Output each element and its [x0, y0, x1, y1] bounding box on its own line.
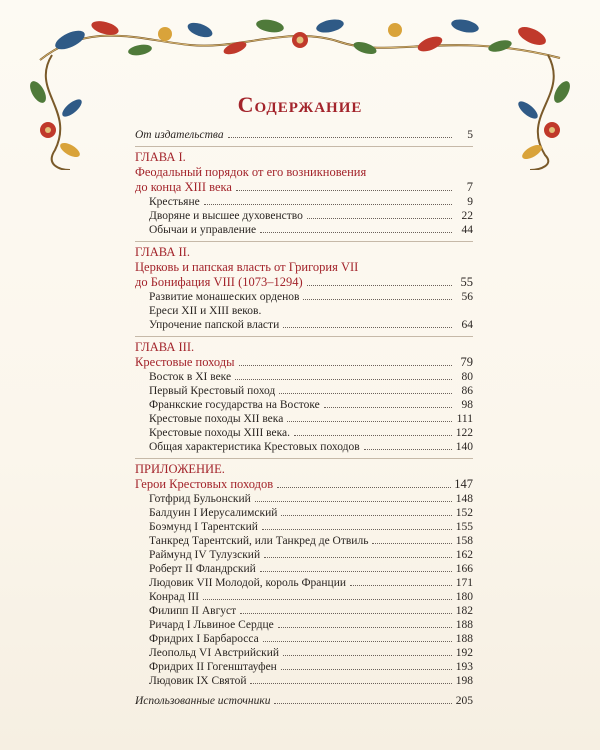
toc-page-number: 155: [455, 521, 473, 533]
dot-leader: [240, 613, 452, 614]
toc-entry-label: Упрочение папской власти: [149, 319, 280, 331]
chapter-title-row[interactable]: [135, 275, 473, 290]
toc-entry-label: Людовик VII Молодой, король Франции: [149, 577, 347, 589]
toc-entry-label: Фридрих I Барбаросса: [149, 633, 259, 645]
dot-leader: [281, 515, 452, 516]
chapter-title-line: Церковь и папская власть от Григория VII: [135, 260, 359, 274]
toc-page-number: 166: [455, 563, 473, 575]
toc-page-number: 86: [461, 385, 473, 397]
toc-page-number: 147: [454, 477, 473, 491]
chapter-label: ГЛАВА III.: [135, 340, 195, 354]
dot-leader: [283, 327, 452, 328]
toc-entry[interactable]: [149, 304, 473, 318]
toc-page-number: 162: [455, 549, 473, 561]
chapter-label: ПРИЛОЖЕНИЕ.: [135, 462, 225, 476]
toc-entry[interactable]: [149, 576, 473, 590]
chapter-title-row[interactable]: [135, 477, 473, 492]
toc-entry-label: От издательства: [135, 129, 224, 141]
toc-page-number: 9: [467, 196, 473, 208]
toc-entry[interactable]: [149, 223, 473, 237]
toc-page-number: 64: [461, 319, 473, 331]
dot-leader: [287, 421, 452, 422]
toc-page-number: 188: [455, 619, 473, 631]
chapter-title-line: до Бонифация VIII (1073–1294): [135, 275, 303, 289]
toc-entry-label: Развитие монашеских орденов: [149, 291, 300, 303]
toc-page-number: 205: [455, 695, 473, 707]
toc-entry-label: Танкред Тарентский, или Танкред де Отвиль: [149, 535, 369, 547]
chapter-2: [135, 241, 473, 332]
toc-page-number: 182: [455, 605, 473, 617]
dot-leader: [235, 379, 452, 380]
toc-page-number: 188: [455, 633, 473, 645]
dot-leader: [350, 585, 452, 586]
dot-leader: [277, 487, 451, 488]
dot-leader: [260, 232, 452, 233]
toc-entry-label: Раймунд IV Тулузский: [149, 549, 261, 561]
toc-entry[interactable]: [149, 660, 473, 674]
table-of-contents: [135, 128, 473, 708]
toc-entry-label: Восток в XI веке: [149, 371, 232, 383]
toc-page-number: 56: [461, 291, 473, 303]
dot-leader: [274, 703, 452, 704]
chapter-title-line: до конца XIII века: [135, 180, 232, 194]
toc-entry[interactable]: [149, 290, 473, 304]
chapter-title-line: Герои Крестовых походов: [135, 477, 274, 491]
toc-page-number: 180: [455, 591, 473, 603]
dot-leader: [250, 683, 452, 684]
toc-page-number: 140: [455, 441, 473, 453]
dot-leader: [307, 285, 452, 286]
toc-entry-label: Фридрих II Гогенштауфен: [149, 661, 277, 673]
toc-entry[interactable]: [149, 506, 473, 520]
dot-leader: [263, 641, 452, 642]
toc-entry-label: Общая характеристика Крестовых походов: [149, 441, 360, 453]
toc-entry[interactable]: [149, 209, 473, 223]
dot-leader: [239, 365, 452, 366]
toc-page-number: 5: [467, 129, 473, 141]
toc-entry-publisher[interactable]: [135, 128, 473, 142]
chapter-title-row[interactable]: [135, 180, 473, 195]
dot-leader: [278, 627, 452, 628]
dot-leader: [264, 557, 452, 558]
dot-leader: [279, 393, 452, 394]
toc-entry-label: Крестьяне: [149, 196, 200, 208]
toc-entry[interactable]: [149, 604, 473, 618]
toc-entry[interactable]: [149, 492, 473, 506]
toc-entry[interactable]: [149, 632, 473, 646]
dot-leader: [364, 449, 452, 450]
toc-page-number: 98: [461, 399, 473, 411]
chapter-1: [135, 146, 473, 237]
toc-entry-sources[interactable]: [135, 694, 473, 708]
toc-entry-label: Франкские государства на Востоке: [149, 399, 320, 411]
dot-leader: [372, 543, 452, 544]
appendix: [135, 458, 473, 688]
chapter-label: ГЛАВА II.: [135, 245, 190, 259]
dot-leader: [294, 435, 452, 436]
toc-entry-label: Крестовые походы XII века: [149, 413, 284, 425]
toc-page-number: 44: [461, 224, 473, 236]
toc-entry[interactable]: [149, 426, 473, 440]
chapter-3: [135, 336, 473, 454]
toc-entry-label: Использованные источники: [135, 695, 271, 707]
dot-leader: [236, 190, 452, 191]
toc-entry[interactable]: [149, 534, 473, 548]
toc-entry[interactable]: [149, 195, 473, 209]
toc-entry-label: Балдуин I Иерусалимский: [149, 507, 278, 519]
toc-page-number: 55: [460, 275, 473, 289]
dot-leader: [307, 218, 452, 219]
toc-page-number: 148: [455, 493, 473, 505]
toc-entry[interactable]: [149, 370, 473, 384]
toc-entry-label: Людовик IX Святой: [149, 675, 247, 687]
chapter-title-line: Крестовые походы: [135, 355, 235, 369]
toc-page-number: 80: [461, 371, 473, 383]
dot-leader: [281, 669, 452, 670]
dot-leader: [203, 599, 452, 600]
dot-leader: [303, 299, 452, 300]
dot-leader: [324, 407, 452, 408]
chapter-title-row[interactable]: [135, 355, 473, 370]
toc-page-number: 7: [466, 180, 473, 194]
toc-entry-label: Дворяне и высшее духовенство: [149, 210, 303, 222]
toc-page-number: 171: [455, 577, 473, 589]
toc-entry[interactable]: [149, 548, 473, 562]
page-title: Содержание: [237, 92, 363, 117]
toc-entry-label: Первый Крестовый поход: [149, 385, 276, 397]
dot-leader: [228, 137, 452, 138]
chapter-title-line: Феодальный порядок от его возникновения: [135, 165, 367, 179]
toc-entry-label: Ереси XII и XIII веков.: [149, 305, 262, 317]
toc-entry[interactable]: [149, 398, 473, 412]
dot-leader: [255, 501, 452, 502]
toc-entry-label: Конрад III: [149, 591, 200, 603]
toc-page-number: 192: [455, 647, 473, 659]
toc-entry-label: Обычаи и управление: [149, 224, 257, 236]
toc-entry[interactable]: [149, 520, 473, 534]
toc-page-number: 158: [455, 535, 473, 547]
toc-entry-label: Крестовые походы XIII века.: [149, 427, 291, 439]
toc-entry-label: Филипп II Август: [149, 605, 237, 617]
toc-entry-label: Леопольд VI Австрийский: [149, 647, 280, 659]
toc-entry-label: Готфрид Бульонский: [149, 493, 251, 505]
dot-leader: [204, 204, 452, 205]
dot-leader: [283, 655, 452, 656]
toc-page-number: 111: [456, 413, 473, 425]
toc-entry[interactable]: [149, 618, 473, 632]
toc-entry[interactable]: [149, 440, 473, 454]
toc-page-number: 198: [455, 675, 473, 687]
dot-leader: [262, 529, 452, 530]
toc-page-number: 193: [455, 661, 473, 673]
toc-entry[interactable]: [149, 646, 473, 660]
toc-page-number: 122: [455, 427, 473, 439]
dot-leader: [260, 571, 452, 572]
chapter-label: ГЛАВА I.: [135, 150, 186, 164]
toc-page-number: 152: [455, 507, 473, 519]
toc-entry-label: Ричард I Львиное Сердце: [149, 619, 274, 631]
toc-entry[interactable]: [149, 674, 473, 688]
toc-entry[interactable]: [149, 412, 473, 426]
toc-entry-label: Боэмунд I Тарентский: [149, 521, 258, 533]
toc-entry-label: Роберт II Фландрский: [149, 563, 256, 575]
toc-entry[interactable]: [149, 562, 473, 576]
toc-page-number: 79: [460, 355, 473, 369]
toc-entry[interactable]: [149, 590, 473, 604]
toc-entry[interactable]: [149, 384, 473, 398]
toc-entry[interactable]: [149, 318, 473, 332]
toc-page-number: 22: [461, 210, 473, 222]
